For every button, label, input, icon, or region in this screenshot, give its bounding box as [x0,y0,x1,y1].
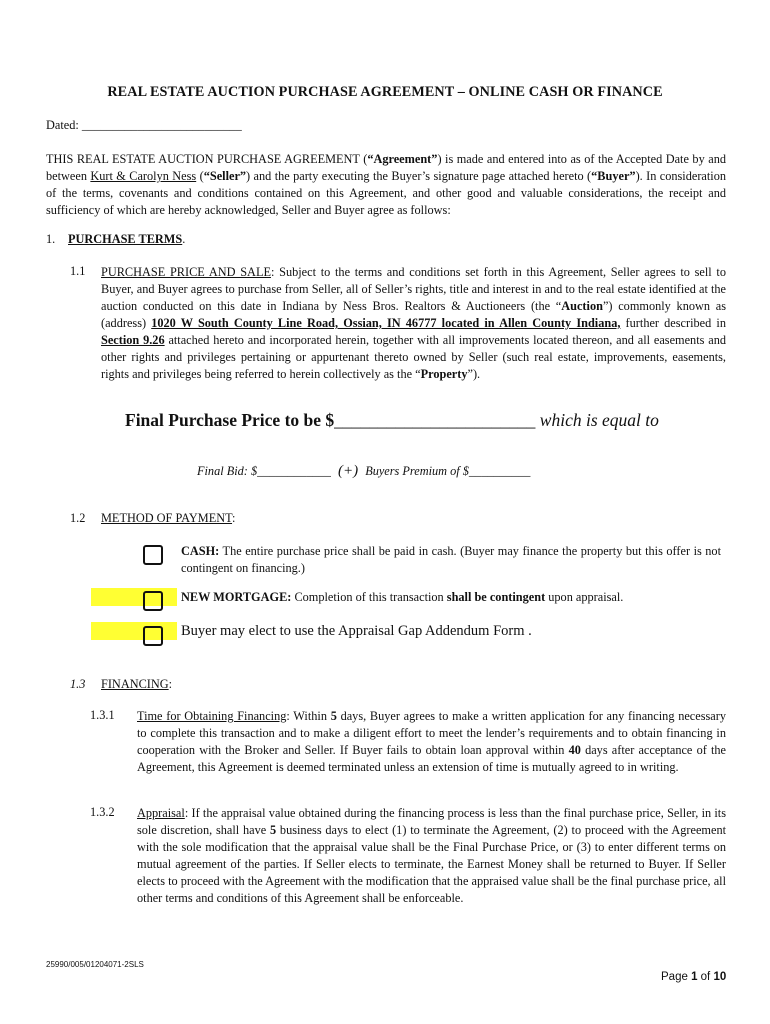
section-1-2-heading: METHOD OF PAYMENT: [101,511,236,525]
section-1-title: PURCHASE TERMS [68,232,183,246]
intro-paragraph: THIS REAL ESTATE AUCTION PURCHASE AGREEMENT (“Agreement”) is made and entered into as of the Accepted Date by and between Kurt & Carolyn Ness (“Seller”) and the party executing the Buyer’s signature page attached hereto (“Buyer”). In consideration of the terms, covenants and conditions contained on this Agreement, and other good and valuable considerations, the receipt and sufficiency of which are hereby acknowledged, Seller and Buyer agree as follows: [46,152,727,217]
final-bid-field[interactable]: ____________ [257,464,331,478]
final-bid-line [197,463,530,480]
section-1-3-1-number: 1.3.1 [90,708,115,722]
property-address: 1020 W South County Line Road, Ossian, IN 46777 located in Allen County Indiana, [151,316,621,330]
mortgage-label: NEW MORTGAGE: [181,590,292,604]
section-1-3-2-number: 1.3.2 [90,805,115,819]
seller-term: “Seller” [203,169,247,183]
section-1-3-2-paragraph: Appraisal: If the appraisal value obtained during the financing process is less than the final purchase price, Seller, in its sole discretion, shall have 5 business days to elect (1) to terminate the Agreement, (2) to proceed with the Agreement with the sole modification that the appraisal value shall be the Final Purchase Price, or (3) to enter different terms on mutual agreement of the parties. If Seller elects to terminate, the Earnest Money shall be returned to Buyer. If Seller elects to proceed with the Agreement with the modification that the appraised value shall be the final purchase price, all other terms and conditions of this Agreement shall be enforceable. [137,806,727,905]
auction-term: Auction [561,299,603,313]
cash-label: CASH: [181,544,220,558]
buyers-premium-field[interactable]: __________ [468,464,531,478]
seller-names: Kurt & Carolyn Ness [90,169,197,183]
mortgage-option-text: NEW MORTGAGE: Completion of this transaction shall be contingent upon appraisal. [181,590,624,604]
section-1-number: 1. [46,232,56,246]
section-1-1-paragraph: PURCHASE PRICE AND SALE: Subject to the terms and conditions set forth in this Agreement, Seller agrees to sell to Buyer, and Buyer agrees to purchase from Seller, all of Seller’s rights, title and interest in and to the real estate identified at the auction conducted on this date in Indiana by Ness Bros. Realtors & Auctioneers (the “Auction”) commonly known as (address) 1020 W South County Line Road, Ossian, IN 46777 located in Allen County Indiana, further described in Section 9.26 attached hereto and incorporated herein, together with all improvements located thereon, and all easements and other rights and privileges pertaining or appurtenant thereto owned by Seller (such real estate, improvements, easements, rights and privileges being referred to herein collectively as the “Property”). [101,265,726,381]
property-term: Property [420,367,468,381]
page-number: Page 1 of 10 [661,971,727,983]
document-id: 25990/005/01204071-2SLS [46,960,144,969]
section-1-3-number: 1.3 [70,677,86,691]
document-title: REAL ESTATE AUCTION PURCHASE AGREEMENT – ONLINE CASH OR FINANCE [107,84,663,100]
section-reference: Section 9.26 [101,333,165,347]
section-1-heading: 1. PURCHASE TERMS. [46,232,186,246]
final-bid-label: Final Bid: $ [197,464,258,478]
buyer-term: “Buyer” [591,169,636,183]
section-1-1-number: 1.1 [70,264,86,278]
cash-checkbox[interactable] [143,545,163,565]
plus-sign: (+) [337,463,359,479]
mortgage-checkbox[interactable] [143,591,163,611]
section-1-1-heading: PURCHASE PRICE AND SALE [101,265,271,279]
agreement-term: “Agreement” [367,152,438,166]
dated-field[interactable]: __________________________ [81,118,242,132]
dated-line [46,118,242,133]
section-1-3-1-heading: Time for Obtaining Financing [137,709,287,723]
section-1-3-1-paragraph: Time for Obtaining Financing: Within 5 days, Buyer agrees to make a written application for any financing necessary to complete this transaction and to make a diligent effort to meet the lender’s requirements and to obtain financing in cooperation with the Broker and Seller. If Buyer fails to obtain loan approval within 40 days after acceptance of the Agreement, this Agreement is deemed terminated unless an extension of time is mutually agreed to in writing. [137,709,726,774]
section-1-3-heading: FINANCING: [101,677,173,691]
gap-highlight [91,622,177,640]
cash-option-text: CASH: The entire purchase price shall be paid in cash. (Buyer may finance the property but this offer is not contingent on financing.) [181,544,721,575]
final-purchase-price-line [125,410,659,431]
buyers-premium-label: Buyers Premium of $ [365,464,469,478]
dated-label: Dated: [46,118,79,132]
final-price-suffix: which is equal to [535,410,659,430]
contingent-term: shall be contingent [446,590,546,604]
mortgage-highlight [91,588,177,606]
final-price-label: Final Purchase Price to be $ [125,410,335,430]
section-1-3-2-heading: Appraisal [137,806,185,820]
final-price-field[interactable]: _______________________ [334,410,536,430]
appraisal-gap-option-text: Buyer may elect to use the Appraisal Gap Addendum Form . [181,623,532,639]
appraisal-gap-checkbox[interactable] [143,626,163,646]
section-1-2-number: 1.2 [70,511,86,525]
